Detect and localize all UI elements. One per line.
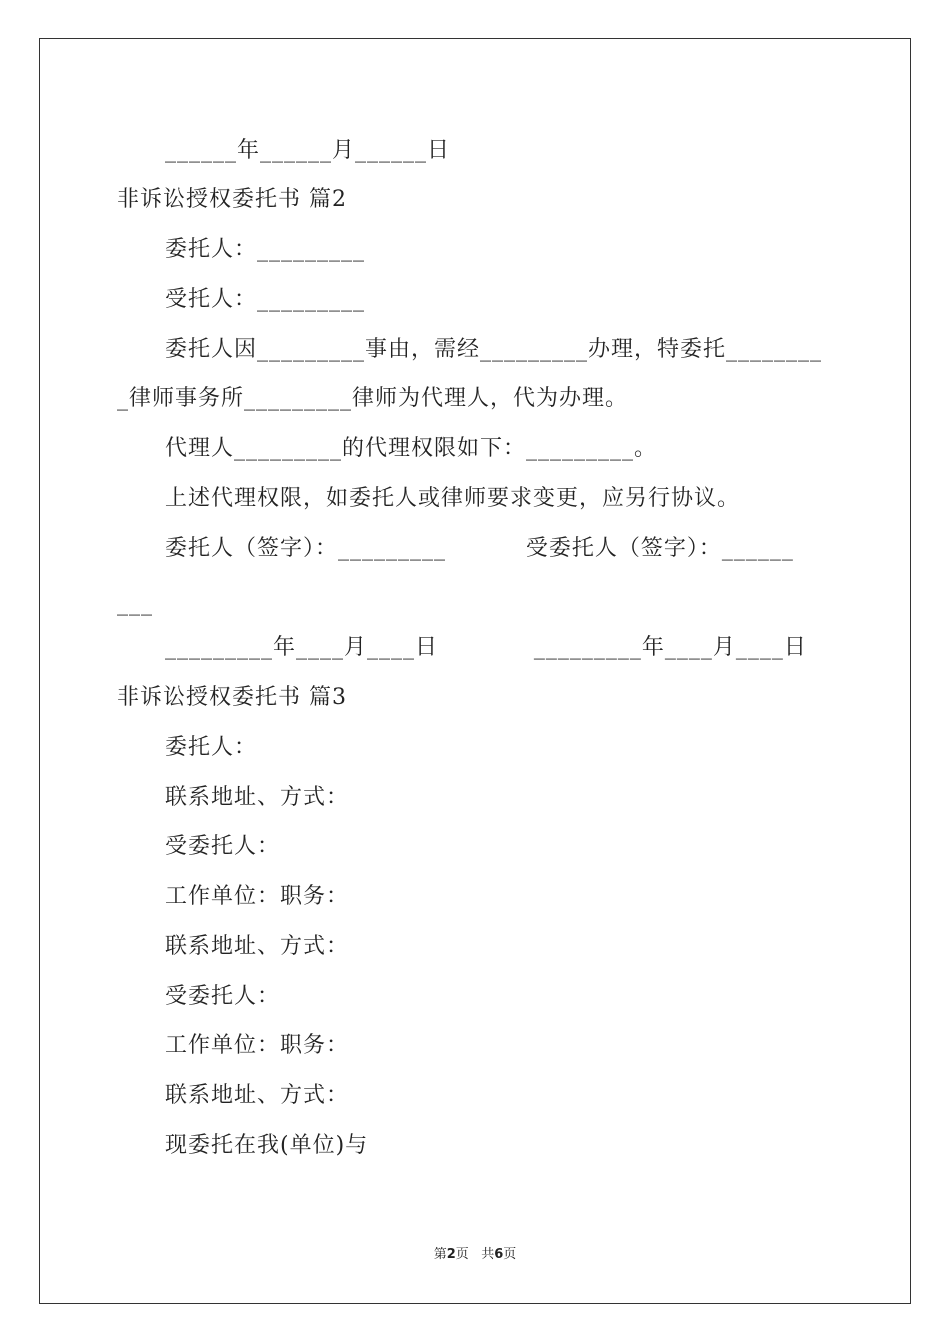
section-heading-3: 非诉讼授权委托书 篇3 [117,685,347,710]
total-page-count: 6 [494,1247,504,1262]
current-page-number: 2 [446,1247,456,1262]
paragraph-line: _律师事务所_________律师为代理人，代为办理。 [117,386,629,411]
section-heading-2: 非诉讼授权委托书 篇2 [117,187,347,212]
signature-line: 委托人（签字）：_________ 受委托人（签字）：______ [165,536,794,561]
footer-mid: 页 共 [455,1247,495,1262]
field-label: 联系地址、方式： [165,1083,350,1108]
paragraph-line: 代理人_________的代理权限如下：_________。 [165,436,658,461]
field-label: 联系地址、方式： [165,785,350,810]
field-label: 联系地址、方式： [165,934,350,959]
page-border [39,38,911,1304]
field-label: 受委托人： [165,984,281,1009]
footer-suffix: 页 [503,1247,517,1262]
signature-date-line: _________年____月____日 _________年____月____日 [165,635,807,660]
paragraph-line: 委托人因_________事由，需经_________办理，特委托________ [165,337,823,362]
field-label: 委托人： [165,735,258,760]
paragraph-line: 上述代理权限，如委托人或律师要求变更，应另行协议。 [165,486,741,511]
principal-line: 委托人：_________ [165,237,366,262]
field-label: 工作单位：职务： [165,884,350,909]
field-label: 受委托人： [165,834,281,859]
paragraph-line: 现委托在我(单位)与 [165,1133,369,1158]
footer-prefix: 第 [433,1247,447,1262]
date-line: ______年______月______日 [165,138,451,163]
field-label: 工作单位：职务： [165,1033,350,1058]
page-footer [0,1246,950,1264]
signature-line-continued: ___ [117,591,153,616]
agent-line: 受托人：_________ [165,287,366,312]
